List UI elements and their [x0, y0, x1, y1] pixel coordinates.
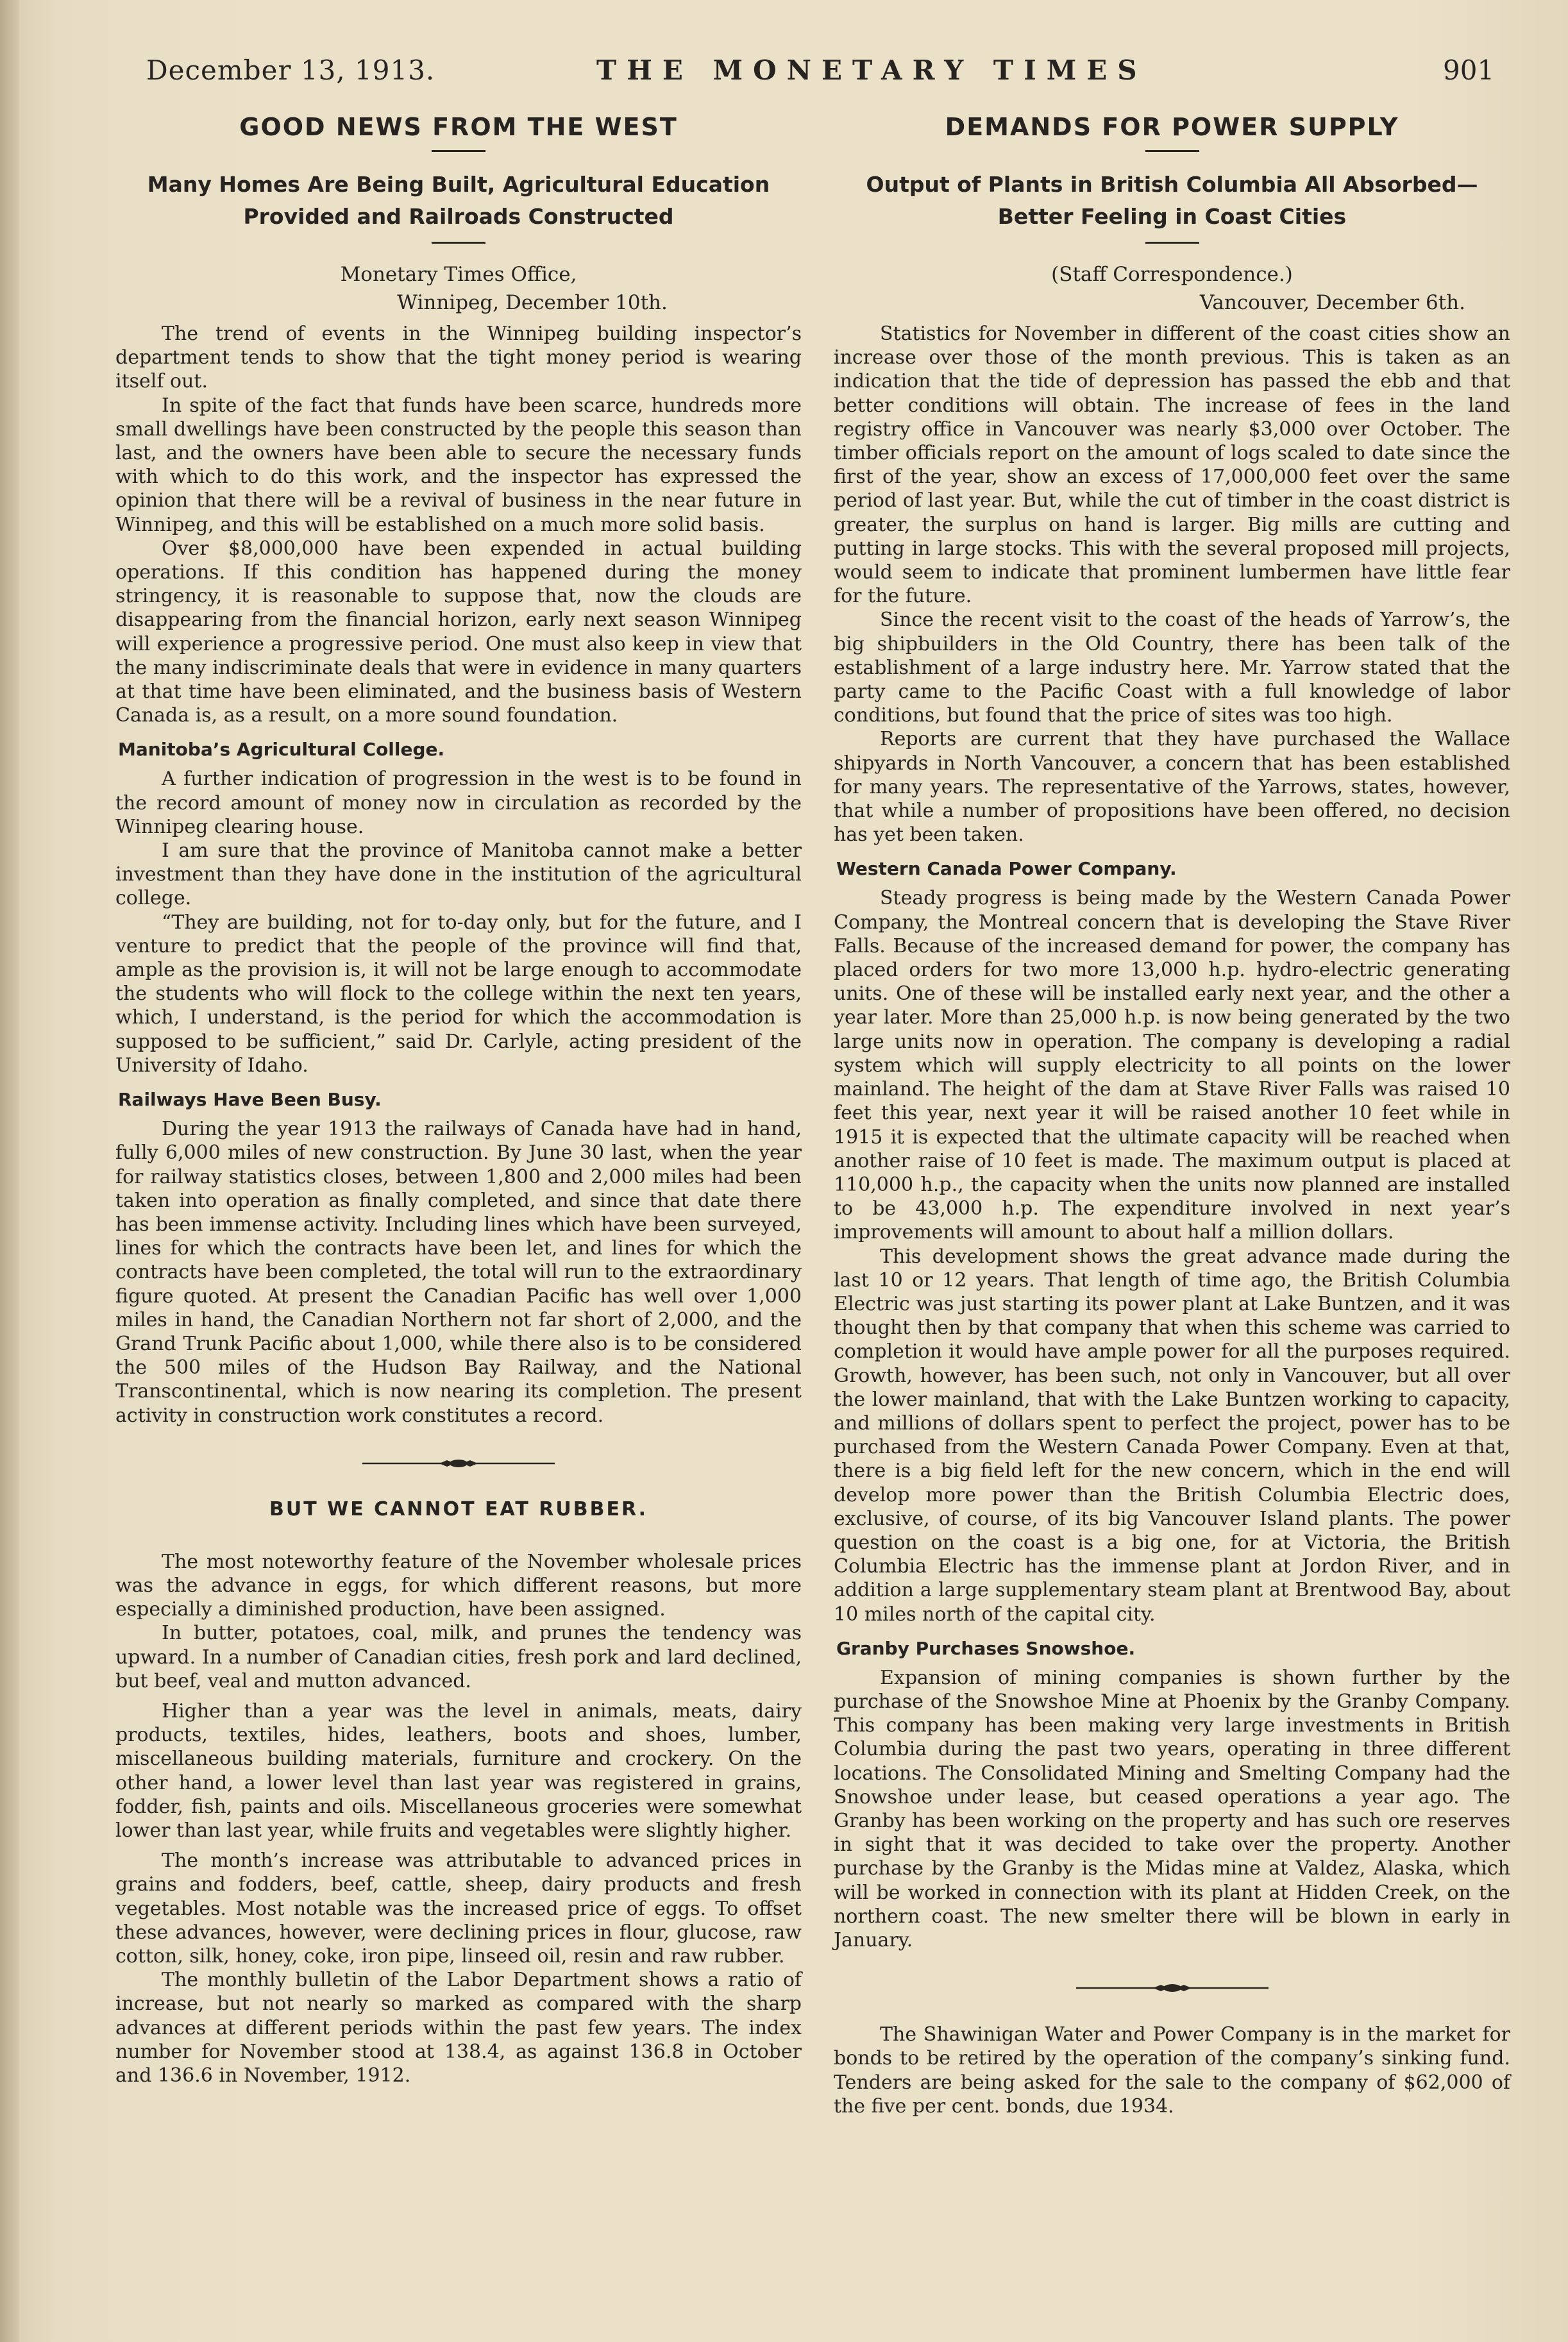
paragraph: Reports are current that they have purchased the Wallace shipyards in North Vancouver, a concern that has been established for many years. The representative of the Yarrows, states, however, that while a number of propositions have been offered, no decision has yet been taken. [834, 728, 1510, 847]
paragraph: Steady progress is being made by the Western Canada Power Company, the Montreal concern that is developing the Stave River Falls. Because of the increased demand for power, the company has placed orders for two more 13,000 h.p. hydro-electric generating units. One of these will be installed early next year, and the other a year later. More than 25,000 h.p. is now being generated by the two large units now in operation. The company is developing a radial system which will supply electricity to all points on the lower mainland. The height of the dam at Stave River Falls was raised 10 feet this year, next year it will be raised another 10 feet while in 1915 it is expected that the ultimate capacity will be reached when another raise of 10 feet is made. The maximum output is placed at 110,000 h.p., the capacity when the units now planned are installed to be 43,000 h.p. The expenditure involved in next year’s improvements will amount to about half a million dollars. [834, 887, 1510, 1244]
spacer [834, 317, 1510, 322]
paragraph: Expansion of mining companies is shown further by the purchase of the Snowshoe Mine at Phoenix by the Granby Company. This company has been making very large investments in British Columbia during the past two years, operating in three different locations. The Consolidated Mining and Smelting Company had the Snowshoe under lease, but ceased operations a year ago. The Granby has been working on the property and has such ore reserves in sight that it was decided to take over the property. Another purchase by the Granby is the Midas mine at Valdez, Alaska, which will be worked in connection with its plant at Hidden Creek, on the northern coast. The new smelter there will be blown in early in January. [834, 1666, 1510, 1951]
spacer [115, 1693, 802, 1699]
article-subhead: Output of Plants in British Columbia All Absorbed— [866, 172, 1478, 197]
paragraph: The trend of events in the Winnipeg building inspector’s department tends to show that the tight money period is wearing itself out. [115, 323, 802, 393]
page-number: 901 [1443, 55, 1495, 86]
article-headline: GOOD NEWS FROM THE WEST [239, 113, 678, 141]
paragraph: Statistics for November in different of the coast cities show an increase over those of the month previous. This is taken as an indication that the tide of depression has passed the ebb and that better conditions will obtain. The increase of fees in the land registry office in Vancouver was nearly $3,000 over October. The timber officials report on the amount of logs scaled to date since the first of the year, show an excess of 17,000,000 feet over the same period of last year. But, while the cut of timber in the coast district is greater, the surplus on hand is larger. Big mills are cutting and putting in large stocks. This with the several proposed mill projects, would seem to indicate that prominent lumbermen have little fear for the future. [834, 323, 1510, 608]
divider [1145, 150, 1199, 152]
paragraph: The month’s increase was attributable to advanced prices in grains and fodders, beef, cattle, sheep, dairy products and fresh vegetables. Most notable was the increased price of eggs. To offset these advances, however, were declining prices in flour, glucose, raw cotton, silk, honey, coke, iron pipe, linseed oil, resin and raw rubber. [115, 1849, 802, 1967]
ornament-divider [834, 1982, 1510, 1997]
paragraph: In butter, potatoes, coal, milk, and prunes the tendency was upward. In a number of Canadian cities, fresh pork and lard declined, but beef, veal and mutton advanced. [115, 1622, 802, 1692]
paragraph: Over $8,000,000 have been expended in actual building operations. If this condition has happened during the money stringency, it is reasonable to suppose that, now the clouds are disappearing from the financial horizon, early next season Winnipeg will experience a progressive period. One must also keep in view that the many indiscriminate deals that were in evidence in many quarters at that time have been eliminated, and the business basis of Western Canada is, as a result, on a more sound foundation. [115, 537, 802, 727]
divider [1145, 242, 1199, 244]
paragraph: A further indication of progression in the west is to be found in the record amount of money now in circulation as recorded by the Winnipeg clearing house. [115, 768, 802, 838]
paragraph: Higher than a year was the level in animals, meats, dairy products, textiles, hides, leathers, boots and shoes, lumber, miscellaneous building materials, furniture and crockery. On the other hand, a lower level than last year was registered in grains, fodder, fish, paints and oils. Miscellaneous groceries were somewhat lower than last year, while fruits and vegetables were slightly higher. [115, 1699, 802, 1842]
masthead: THE MONETARY TIMES [596, 55, 1147, 86]
article-subhead: Provided and Railroads Constructed [243, 204, 674, 229]
paragraph: I am sure that the province of Manitoba cannot make a better investment than they have done in the institution of the agricultural college. [115, 839, 802, 910]
divider [432, 242, 485, 244]
spacer [115, 1842, 802, 1849]
dateline: Monetary Times Office, [340, 263, 577, 286]
dateline: Winnipeg, December 10th. [397, 291, 668, 314]
binding-edge [0, 0, 19, 2342]
paragraph: The Shawinigan Water and Power Company is in the market for bonds to be retired by the operation of the company’s sinking fund. Tenders are being asked for the sale to the company of $62,000 of the five per cent. bonds, due 1934. [834, 2023, 1510, 2118]
paragraph: This development shows the great advance made during the last 10 or 12 years. That length of time ago, the British Columbia Electric was just starting its power plant at Lake Buntzen, and it was thought then by that company that when this scheme was carried to completion it would have ample power for all the purposes required. Growth, however, has been such, not only in Vancouver, but all over the lower mainland, that with the Lake Buntzen working to capacity, and millions of dollars spent to perfect the project, power has to be purchased from the Western Canada Power Company. Even at that, there is a big field left for the new concern, which in the end will develop more power than the British Columbia Electric does, exclusive, of course, of its big Vancouver Island plants. The power question on the coast is a big one, for at Victoria, the British Columbia Electric has the immense plant at Jordon River, and in addition a large supplementary steam plant at Brentwood Bay, about 10 miles north of the capital city. [834, 1245, 1510, 1626]
article-headline: BUT WE CANNOT EAT RUBBER. [269, 1497, 648, 1521]
right-column [834, 109, 1510, 2118]
section-heading: Manitoba’s Agricultural College. [118, 739, 445, 761]
article-headline: DEMANDS FOR POWER SUPPLY [945, 113, 1399, 141]
paragraph: “They are building, not for to-day only, but for the future, and I venture to predict that the people of the province will find that, ample as the provision is, it will not be large enough to accommodate the students who will flock to the college within the next ten years, which, I understand, is the period for which the accommodation is supposed to be sufficient,” said Dr. Carlyle, acting president of the University of Idaho. [115, 911, 802, 1077]
article-subhead: Many Homes Are Being Built, Agricultural Education [147, 172, 770, 197]
issue-date: December 13, 1913. [146, 55, 435, 86]
paragraph: During the year 1913 the railways of Canada have had in hand, fully 6,000 miles of new construction. By June 30 last, when the year for railway statistics closes, between 1,800 and 2,000 miles had been taken into operation as finally completed, and since that date there has been immense activity. Including lines which have been surveyed, lines for which the contracts have been let, and lines for which the contracts have been completed, the total will run to the extraordinary figure quoted. At present the Canadian Pacific has well over 1,000 miles in hand, the Canadian Northern not far short of 2,000, and the Grand Trunk Pacific about 1,000, while there also is to be considered the 500 miles of the Hudson Bay Railway, and the National Transcontinental, which is now nearing its completion. The present activity in construction work constitutes a record. [115, 1118, 802, 1427]
page-header [0, 55, 1568, 99]
paragraph: The most noteworthy feature of the November wholesale prices was the advance in eggs, for which different reasons, but more especially a diminished production, have been assigned. [115, 1550, 802, 1621]
dateline: (Staff Correspondence.) [1051, 263, 1293, 286]
spacer [115, 317, 802, 322]
dateline: Vancouver, December 6th. [1199, 291, 1465, 314]
section-heading: Railways Have Been Busy. [118, 1089, 382, 1111]
paragraph: Since the recent visit to the coast of the heads of Yarrow’s, the big shipbuilders in the Old Country, there has been talk of the establishment of a large industry here. Mr. Yarrow stated that the party came to the Pacific Coast with a full knowledge of labor conditions, but found that the price of sites was too high. [834, 609, 1510, 727]
paragraph: In spite of the fact that funds have been scarce, hundreds more small dwellings have been constructed by the people this season than last, and the owners have been able to secure the necessary funds with which to do this work, and the inspector has expressed the opinion that there will be a revival of business in the near future in Winnipeg, and this will be established on a much more solid basis. [115, 394, 802, 536]
ornament-divider [115, 1457, 802, 1472]
section-heading: Granby Purchases Snowshoe. [836, 1637, 1136, 1659]
section-heading: Western Canada Power Company. [836, 858, 1177, 880]
divider [432, 150, 485, 152]
article-subhead: Better Feeling in Coast Cities [997, 204, 1347, 229]
paragraph: The monthly bulletin of the Labor Department shows a ratio of increase, but not nearly so marked as compared with the sharp advances at different periods within the past few years. The index number for November stood at 138.4, as against 136.8 in October and 136.6 in November, 1912. [115, 1969, 802, 2087]
left-column [115, 109, 802, 2087]
